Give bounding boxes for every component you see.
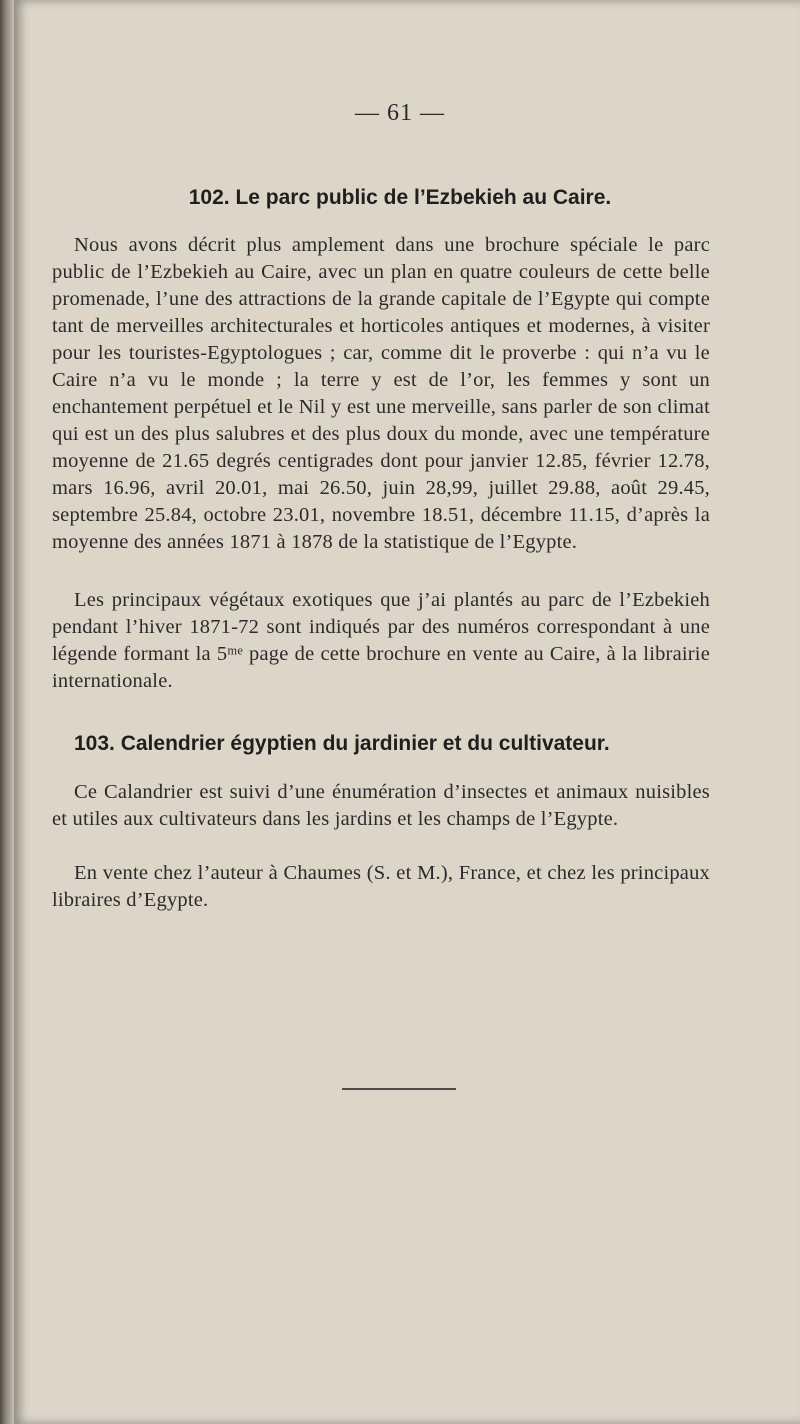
page-number: — 61 — <box>355 100 445 126</box>
section-102-paragraph-1 <box>52 232 710 556</box>
section-103-paragraph-1 <box>52 779 710 833</box>
section-103-title: 103. Calendrier égyptien du jardinier et du cultivateur. <box>74 732 610 755</box>
book-page <box>12 0 800 1424</box>
section-102-paragraph-2-text: Les principaux végétaux exotiques que j’ai plantés au parc de l’Ezbekieh pendant l’hiver 1871-72 sont indiqués par des numéros correspondant à une légende formant la 5ᵐᵉ page de cette brochure en vente au Caire, à la librairie internationale. <box>52 589 710 692</box>
section-103-paragraph-1-text: Ce Calandrier est suivi d’une énumération d’insectes et animaux nuisibles et utiles aux cultivateurs dans les jardins et les champs de l’Egypte. <box>52 781 710 830</box>
section-102-paragraph-1-text: Nous avons décrit plus amplement dans une brochure spéciale le parc public de l’Ezbekieh au Caire, avec un plan en quatre couleurs de cette belle promenade, l’une des attractions de la grande capitale de l’Egypte qui compte tant de merveilles architecturales et horticoles antiques et modernes, à visiter pour les touristes-Egyptologues ; car, comme dit le proverbe : qui n’a vu le Caire n’a vu le monde ; la terre y est de l’or, les femmes y sont un enchantement perpétuel et le Nil y est une merveille, sans parler de son climat qui est un des plus salubres et des plus doux du monde, avec une température moyenne de 21.65 degrés centigrades dont pour janvier 12.85, février 12.78, mars 16.96, avril 20.01, mai 26.50, juin 28,99, juillet 29.88, août 29.45, septembre 25.84, octobre 23.01, novembre 18.51, décembre 11.15, d’après la moyenne des années 1871 à 1878 de la statistique de l’Egypte. <box>52 234 710 553</box>
section-103-paragraph-2-text: En vente chez l’auteur à Chaumes (S. et M.), France, et chez les principaux libraires d’Egypte. <box>52 862 710 911</box>
section-103-paragraph-2 <box>52 860 710 914</box>
book-binding-shadow <box>0 0 14 1424</box>
closing-rule <box>342 1088 456 1090</box>
section-102-title: 102. Le parc public de l’Ezbekieh au Caire. <box>188 186 612 209</box>
section-102-paragraph-2 <box>52 587 710 695</box>
